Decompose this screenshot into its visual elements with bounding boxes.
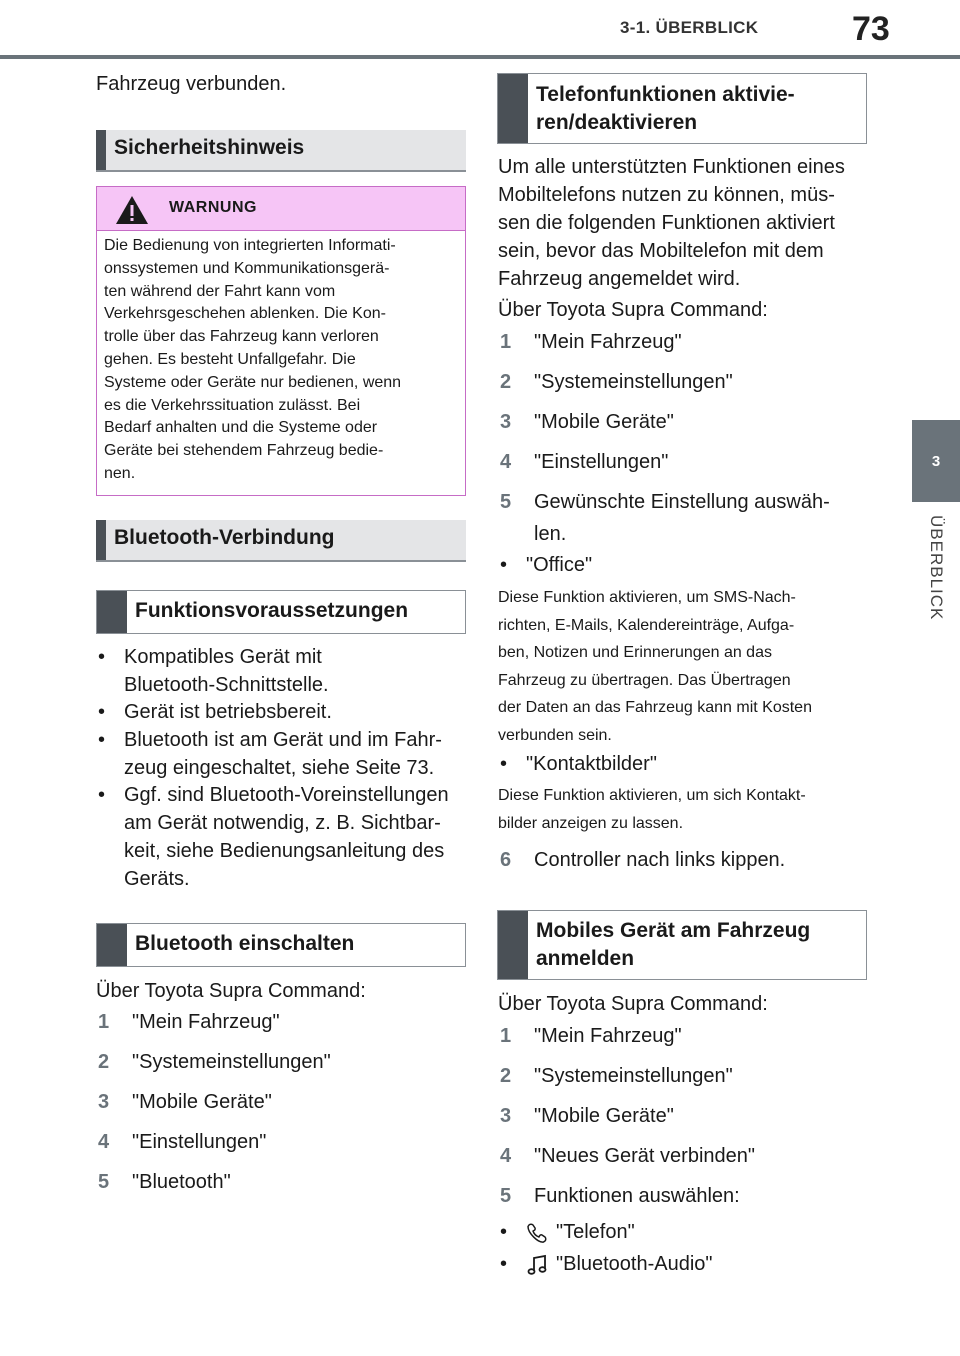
function-label: "Bluetooth-Audio" <box>556 1253 713 1275</box>
description-line: richten, E-Mails, Kalendereinträge, Aufga- <box>498 616 795 634</box>
description-line: Diese Funktion aktivieren, um sich Kontakt- <box>498 787 806 804</box>
step-text: "Systemeinstellungen" <box>132 1051 331 1073</box>
heading-bar <box>97 591 127 633</box>
heading-bluetooth-on <box>96 923 466 967</box>
requirement-line: am Gerät notwendig, z. B. Sichtbar- <box>124 812 441 834</box>
heading-requirements <box>96 590 466 634</box>
option-description <box>498 782 866 837</box>
description-line: bilder anzeigen zu lassen. <box>498 814 684 832</box>
heading-bar <box>498 911 528 979</box>
warning-line: ten während der Fahrt kann vom <box>104 282 336 300</box>
heading-line: Telefonfunktionen aktivie- <box>536 83 795 106</box>
page-header <box>0 0 960 60</box>
requirement-line: Kompatibles Gerät mit <box>124 646 322 668</box>
requirement-line: Bluetooth ist am Gerät und im Fahr- <box>124 729 442 751</box>
bullet: • <box>98 729 106 751</box>
step-number: 5 <box>500 1185 512 1207</box>
heading-text <box>536 917 810 973</box>
step-text: Gewünschte Einstellung auswäh- <box>534 491 830 513</box>
via-command: Über Toyota Supra Command: <box>498 993 768 1015</box>
heading-bar <box>96 130 106 170</box>
heading-line: ren/deaktivieren <box>536 111 698 134</box>
step-text: "Mobile Geräte" <box>534 411 674 433</box>
via-command: Über Toyota Supra Command: <box>498 299 768 321</box>
warning-line: Geräte bei stehendem Fahrzeug bedie- <box>104 442 384 460</box>
bullet: • <box>500 1253 508 1275</box>
option-description <box>498 584 866 749</box>
intro-text: Fahrzeug verbunden. <box>96 73 287 95</box>
description-line: der Daten an das Fahrzeug kann mit Kosten <box>498 699 812 716</box>
step-number: 2 <box>500 1065 512 1087</box>
step-text: "Bluetooth" <box>132 1171 231 1193</box>
step-number: 5 <box>500 491 512 513</box>
phone-icon <box>526 1222 548 1244</box>
warning-line: Die Bedienung von integrierten Informati- <box>104 237 396 254</box>
step-text: "Mein Fahrzeug" <box>534 1025 682 1047</box>
page-number: 73 <box>852 10 890 48</box>
step-number: 3 <box>98 1091 110 1113</box>
requirement-line: zeug eingeschaltet, siehe Seite 73. <box>124 757 435 779</box>
step-text: "Neues Gerät verbinden" <box>534 1145 755 1167</box>
step-text-continued: len. <box>534 523 567 545</box>
step-text: "Mobile Geräte" <box>132 1091 272 1113</box>
requirement-line: Gerät ist betriebsbereit. <box>124 701 332 723</box>
step-number: 1 <box>98 1011 110 1033</box>
step-text: "Systemeinstellungen" <box>534 1065 733 1087</box>
step-number: 2 <box>98 1051 110 1073</box>
step-text: Funktionen auswählen: <box>534 1185 740 1207</box>
step-text: "Einstellungen" <box>132 1131 267 1153</box>
bullet: • <box>98 646 106 668</box>
step-text: "Mobile Geräte" <box>534 1105 674 1127</box>
requirement-line: keit, siehe Bedienungsanleitung des <box>124 840 445 862</box>
heading-line: anmelden <box>536 947 635 970</box>
intro-line: Mobiltelefons nutzen zu können, müs- <box>498 184 835 206</box>
warning-line: trolle über das Fahrzeug kann verloren <box>104 328 379 346</box>
warning-line: nen. <box>104 464 136 482</box>
step-number: 5 <box>98 1171 110 1193</box>
bullet: • <box>98 701 106 723</box>
heading-text: Sicherheitshinweis <box>114 136 305 159</box>
description-line: Diese Funktion aktivieren, um SMS-Nach- <box>498 589 796 606</box>
description-line: Fahrzeug zu übertragen. Das Übertragen <box>498 671 791 689</box>
heading-text <box>536 81 795 137</box>
heading-bar <box>97 924 127 966</box>
intro-line: sein, bevor das Mobiltelefon mit dem <box>498 240 824 262</box>
option-label: "Kontaktbilder" <box>526 753 657 775</box>
warning-triangle-icon <box>115 195 149 225</box>
header-rule <box>0 55 960 59</box>
heading-phone-functions <box>497 73 867 144</box>
warning-line: gehen. Es besteht Unfallgefahr. Die <box>104 350 356 368</box>
step-number: 1 <box>500 1025 512 1047</box>
heading-bluetooth-connection <box>96 520 466 562</box>
warning-line: Verkehrsgeschehen ablenken. Die Kon- <box>104 305 386 323</box>
music-note-icon <box>526 1254 548 1276</box>
function-label: "Telefon" <box>556 1221 635 1243</box>
intro-line: sen die folgenden Funktionen aktiviert <box>498 212 835 234</box>
chapter-tab: 3 <box>912 420 960 502</box>
requirement-line: Ggf. sind Bluetooth-Voreinstellungen <box>124 784 449 806</box>
step-number: 6 <box>500 849 512 871</box>
section-title: 3-1. ÜBERBLICK <box>620 18 759 37</box>
step-number: 4 <box>98 1131 110 1153</box>
bullet: • <box>500 1221 508 1243</box>
phone-intro <box>498 153 866 293</box>
step-number: 4 <box>500 1145 512 1167</box>
heading-text: Bluetooth einschalten <box>135 932 355 955</box>
heading-register-device <box>497 910 867 980</box>
step-item <box>500 488 866 550</box>
requirement-line: Bluetooth-Schnittstelle. <box>124 674 329 696</box>
heading-safety <box>96 130 466 172</box>
step-text: "Mein Fahrzeug" <box>132 1011 280 1033</box>
step-text: "Mein Fahrzeug" <box>534 331 682 353</box>
warning-line: es die Verkehrssituation zulässt. Bei <box>104 396 361 414</box>
chapter-label: ÜBERBLICK <box>927 515 946 621</box>
step-text: Controller nach links kippen. <box>534 849 786 871</box>
intro-line: Um alle unterstützten Funktionen eines <box>498 156 845 178</box>
via-command: Über Toyota Supra Command: <box>96 980 366 1002</box>
warning-line: Systeme oder Geräte nur bedienen, wenn <box>104 373 402 391</box>
heading-text: Bluetooth-Verbindung <box>114 526 335 549</box>
option-label: "Office" <box>526 554 593 576</box>
heading-bar <box>96 520 106 560</box>
step-text: "Systemeinstellungen" <box>534 371 733 393</box>
step-number: 3 <box>500 411 512 433</box>
intro-line: Fahrzeug angemeldet wird. <box>498 268 741 290</box>
heading-line: Mobiles Gerät am Fahrzeug <box>536 919 811 942</box>
step-number: 4 <box>500 451 512 473</box>
warning-line: Bedarf anhalten und die Systeme oder <box>104 419 378 437</box>
bullet: • <box>98 784 106 806</box>
warning-line: onssystemen und Kommunikationsgerä- <box>104 259 390 277</box>
description-line: verbunden sein. <box>498 726 612 744</box>
heading-bar <box>498 74 528 143</box>
bullet: • <box>500 554 508 576</box>
description-line: ben, Notizen und Erinnerungen an das <box>498 644 772 661</box>
requirement-line: Geräts. <box>124 868 190 890</box>
bullet: • <box>500 753 508 775</box>
step-text: "Einstellungen" <box>534 451 669 473</box>
warning-box <box>96 186 466 496</box>
step-number: 3 <box>500 1105 512 1127</box>
heading-text: Funktionsvoraussetzungen <box>135 599 409 622</box>
step-number: 2 <box>500 371 512 393</box>
warning-text <box>104 235 460 486</box>
warning-header <box>97 187 465 231</box>
step-number: 1 <box>500 331 512 353</box>
warning-title: WARNUNG <box>169 199 257 216</box>
